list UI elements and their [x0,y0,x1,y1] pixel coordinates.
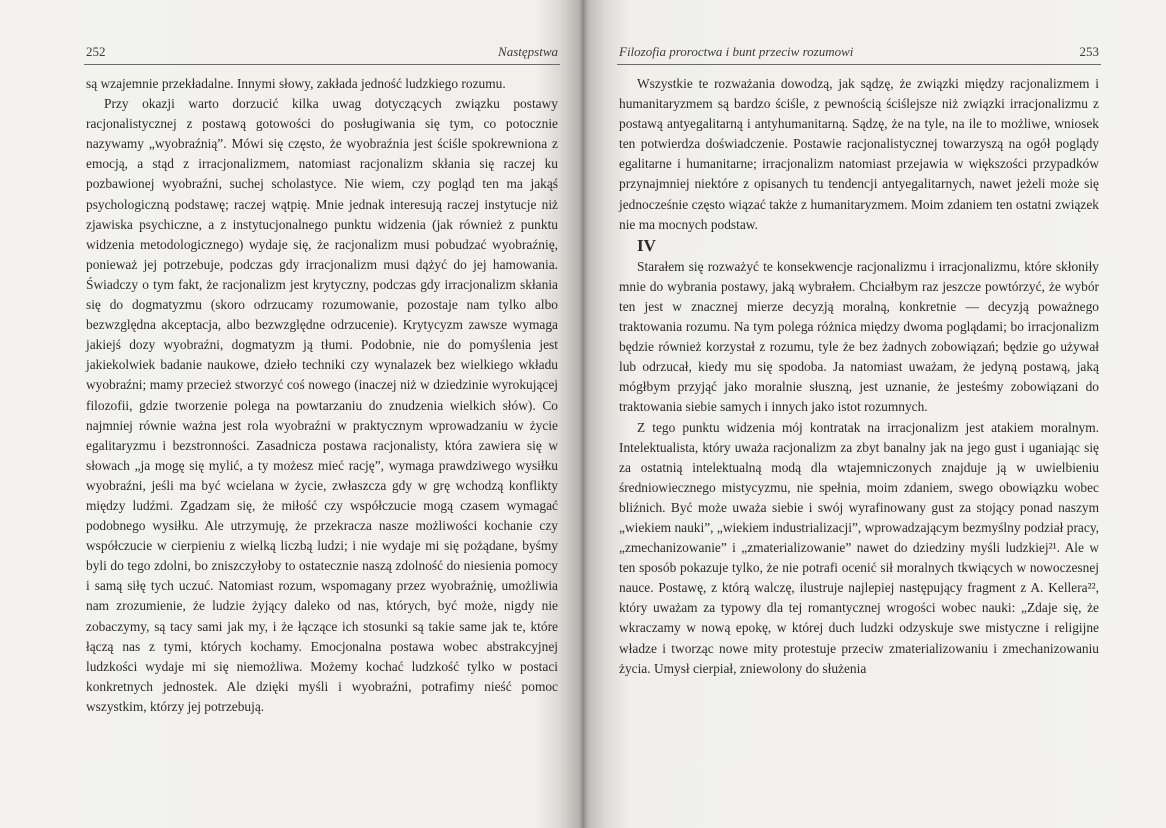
left-paragraph-1: są wzajemnie przekładalne. Innymi słowy, zakłada jedność ludzkiego rozumu. [86,76,506,91]
left-paragraph-2: Przy okazji warto dorzucić kilka uwag dotyczących związku postawy racjonalistycznej z postawą gotowości do posługiwania się tym, co potocznie nazywamy „wyobraźnią”. Mówi się często, że wyobraźnia jest ściśle spokrewniona z emocją, a stąd z irracjonalizmem, natomiast racjonalizm skłania się raczej ku pozbawionej wyobraźni, suchej scholastyce. Nie wiem, czy pogląd ten ma jakąś psychologiczną podstawę; raczej wątpię. Mnie jednak interesują raczej instytucje niż zjawiska psychiczne, a z instytucjonalnego punktu widzenia (jak również z punktu widzenia metodologicznego) wydaje się, że racjonalizm musi pobudzać wyobraźnię, ponieważ jej potrzebuje, podczas gdy irracjonalizm musi dążyć do jej hamowania. Świadczy o tym fakt, że racjonalizm jest krytyczny, podczas gdy irracjonalizm skłania się do dogmatyzmu (skoro odrzucamy rozumowanie, pozostaje nam tylko albo bezwzględna akceptacja, albo bezwzględne odrzucenie). Krytycyzm zawsze wymaga jakiejś dozy wyobraźni, dogmatyzm ją tłumi. Podobnie, nie do pomyślenia jest jakiekolwiek badanie naukowe, dzieło techniki czy wynalazek bez wielkiego wkładu wyobraźni; mamy przecież stworzyć coś nowego (inaczej niż w dziedzinie wyrokującej filozofii, gdzie tworzenie polega na powtarzaniu do znudzenia wielkich słów). Co najmniej równie ważna jest rola wyobraźni w praktycznym wprowadzaniu w życie egalitaryzmu i bezstronności. Zasadnicza postawa racjonalisty, która zawiera się w słowach „ja mogę się mylić, a ty możesz mieć rację”, wymaga prawdziwego wysiłku wyobraźni, jeśli ma być wcielana w życie, zwłaszcza gdy w grę wchodzą konflikty między ludźmi. Zgadzam się, że miłość czy współczucie mogą czasem wymagać podobnego wysiłku. Ale utrzymuję, że przekracza nasze możliwości kochanie czy współczucie w cierpieniu z wielką liczbą ludzi; i nie wydaje mi się pożądane, byśmy byli do tego zdolni, bo zniszczyłoby to ostatecznie naszą zdolność do niesienia pomocy i samą siłę tych uczuć. Natomiast rozum, wspomagany przez wyobraźnię, umożliwia nam zrozumienie, że ludzie żyjący daleko od nas, których, być może, nigdy nie zobaczymy, są tacy sami jak my, i że łączące ich stosunki są takie same jak te, które łączą nas z tymi, których kochamy. Emocjonalna postawa wobec abstrakcyjnej ludzkości wydaje mi się niemożliwa. Możemy kochać ludzkość tylko w postaci konkretnych jednostek. Ale dzięki myśli i wyobraźni, potrafimy nieść pomoc wszystkim, którzy jej potrzebują. [86,96,558,714]
right-running-title: Filozofia proroctwa i bunt przeciw rozumowi [619,44,854,59]
right-paragraph-3: Z tego punktu widzenia mój kontratak na irracjonalizm jest atakiem moralnym. Intelektualista, który uważa racjonalizm za zbyt banalny jak na jego gust i uganiając się za ostatnią intelektualną modą dla wtajemniczonych znajduje ją w uwielbieniu średniowiecznego mistycyzmu, nie spełnia, moim zdaniem, swego obowiązku wobec bliźnich. Być może uważa siebie i swój wyrafinowany gust za stojący ponad naszym „wiekiem nauki”, „wiekiem industrializacji”, wprowadzającym bezmyślny podział pracy, „zmechanizowanie” i „zmaterializowanie” nawet do dziedziny myśli ludzkiej²¹. Ale w ten sposób pokazuje tylko, że nie potrafi ocenić sił moralnych tkwiących w nowoczesnej nauce. Postawę, z którą walczę, ilustruje najlepiej następujący fragment z A. Kellera²², który uważam za typowy dla tej romantycznej wrogości wobec nauki: „Zdaje się, że wkraczamy w nową epokę, w której duch ludzki odzyskuje swe mistyczne i religijne władze i tworząc nowe mity protestuje przeciw zmaterializowaniu i zmechanizowaniu życia. Umysł cierpiał, zniewolony do służenia [619,419,1099,676]
left-page-number: 252 [86,44,106,59]
right-header-rule [617,64,1101,65]
right-page [583,0,1166,828]
right-page-body [619,74,1099,679]
left-header-rule [84,64,560,65]
left-running-title: Następstwa [498,44,558,59]
left-page-body [86,74,558,717]
book-gutter [560,0,606,828]
section-heading: IV [637,235,656,255]
right-page-number: 253 [1079,44,1099,59]
right-paragraph-1: Wszystkie te rozważania dowodzą, jak sądzę, że związki między racjonalizmem i humanitaryzmem są bardzo ściśle, z pewnością ściślejsze niż związki irracjonalizmu z postawą antyegalitarną i antyhumanitarną. Sądzę, że na tyle, na ile to możliwe, wniosek ten potwierdza doświadczenie. Postawie racjonalistycznej towarzyszą na ogół poglądy egalitarne i humanitarne; irracjonalizm natomiast przejawia w większości przypadków przynajmniej niektóre z opisanych tu tendencji antyegalitarnych, nawet jeżeli może się jednocześnie często wiązać także z humanitaryzmem. Moim zdaniem ten ostatni związek nie ma mocnych podstaw. [619,76,1099,232]
right-paragraph-2: Starałem się rozważyć te konsekwencje racjonalizmu i irracjonalizmu, które skłoniły mnie do wybrania postawy, jaką wybrałem. Chciałbym raz jeszcze powtórzyć, że wybór ten jest w znacznej mierze decyzją moralną, konkretnie — decyzją poważnego traktowania rozumu. Na tym polega różnica między dwoma poglądami; bo irracjonalizm będzie również korzystał z rozumu, tyle że bez żadnych zobowiązań; będzie go używał lub odrzucał, kiedy mu się spodoba. Ja natomiast uważam, że jedyną postawą, jaką mógłbym przyjąć jako moralnie słuszną, jest uznanie, że jesteśmy zobowiązani do traktowania siebie samych i innych jako istot rozumnych. [619,258,1099,415]
